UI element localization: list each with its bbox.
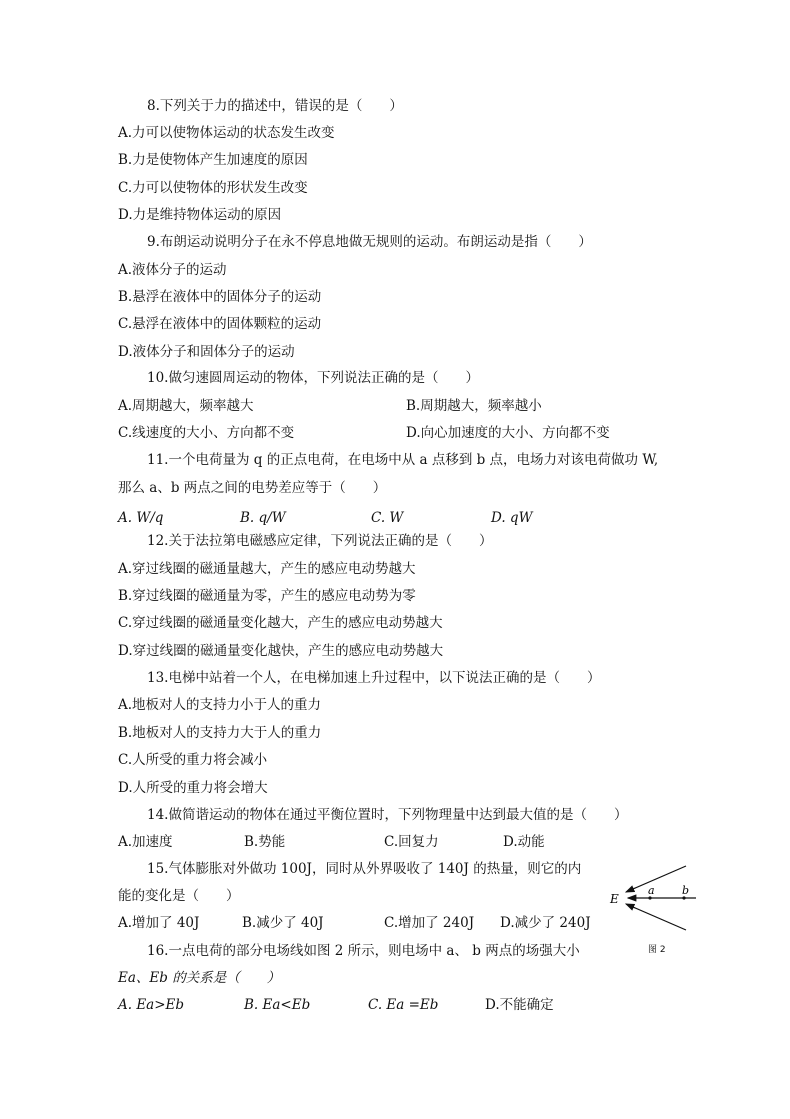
figure-caption: 图 2 [648,945,666,955]
q14-option-b: B.势能 [244,834,286,850]
q12-option-b: B.穿过线圈的磁通量为零，产生的感应电动势为零 [118,588,416,604]
q11-option-d: D. qW [491,510,533,526]
field-line-upper [626,866,686,892]
q15-option-d: D.减少了 240J [500,915,591,931]
q16-stem-line2: Ea、Eb 的关系是（ ） [118,970,281,986]
q15-option-c: C.增加了 240J [384,915,475,931]
q12-option-c: C.穿过线圈的磁通量变化越大，产生的感应电动势越大 [118,615,443,631]
q8-option-c: C.力可以使物体的形状发生改变 [118,180,308,196]
q9-option-c: C.悬浮在液体中的固体颗粒的运动 [118,316,322,332]
q14-stem: 14.做简谐运动的物体在通过平衡位置时，下列物理量中达到最大值的是（ ） [147,807,628,823]
q8-stem: 8.下列关于力的描述中，错误的是（ ） [147,98,403,114]
q10-stem: 10.做匀速圆周运动的物体，下列说法正确的是（ ） [147,370,479,386]
q14-option-d: D.动能 [503,834,545,850]
q16-option-b: B. Ea<Eb [244,997,311,1013]
q11-option-b: B. q/W [240,510,286,526]
q16-option-a: A. Ea>Eb [118,997,185,1013]
q15-option-b: B.减少了 40J [242,915,324,931]
q9-option-a: A.液体分子的运动 [118,262,227,278]
q11-stem-line1: 11.一个电荷量为 q 的正点电荷，在电场中从 a 点移到 b 点，电场力对该电荷做功 W, [147,452,659,468]
q8-option-a: A.力可以使物体运动的状态发生改变 [118,125,335,141]
q15-stem-line2: 能的变化是（ ） [118,888,240,904]
q11-option-a: A. W/q [118,510,164,526]
label-b: b [682,884,690,897]
q13-option-a: A.地板对人的支持力小于人的重力 [118,697,322,713]
q13-option-b: B.地板对人的支持力大于人的重力 [118,725,322,741]
q12-option-d: D.穿过线圈的磁通量变化越快，产生的感应电动势越大 [118,643,444,659]
label-a: a [648,884,655,897]
q16-option-d: D.不能确定 [485,997,554,1013]
q10-option-c: C.线速度的大小、方向都不变 [118,425,295,441]
q15-option-a: A.增加了 40J [118,915,200,931]
q12-stem: 12.关于法拉第电磁感应定律，下列说法正确的是（ ） [147,533,493,549]
q9-option-b: B.悬浮在液体中的固体分子的运动 [118,289,322,305]
q15-stem-line1: 15.气体膨胀对外做功 100J，同时从外界吸收了 140J 的热量，则它的内 [147,861,582,877]
q12-option-a: A.穿过线圈的磁通量越大，产生的感应电动势越大 [118,561,416,577]
q16-stem-line1: 16.一点电荷的部分电场线如图 2 所示，则电场中 a、 b 两点的场强大小 [147,943,580,959]
q13-stem: 13.电梯中站着一个人，在电梯加速上升过程中，以下说法正确的是（ ） [147,670,601,686]
q14-option-c: C.回复力 [384,834,439,850]
q8-option-b: B.力是使物体产生加速度的原因 [118,152,308,168]
q9-option-d: D.液体分子和固体分子的运动 [118,344,295,360]
q10-option-d: D.向心加速度的大小、方向都不变 [406,425,610,441]
field-line-lower [626,904,686,930]
q14-option-a: A.加速度 [118,834,173,850]
q8-option-d: D.力是维持物体运动的原因 [118,207,282,223]
q13-option-d: D.人所受的重力将会增大 [118,780,268,796]
q11-stem-line2: 那么 a、b 两点之间的电势差应等于（ ） [118,480,387,496]
q16-option-c: C. Ea =Eb [368,997,439,1013]
q9-stem: 9.布朗运动说明分子在永不停息地做无规则的运动。布朗运动是指（ ） [147,234,592,250]
q10-option-a: A.周期越大，频率越大 [118,398,254,414]
q10-option-b: B.周期越大，频率越小 [406,398,542,414]
q11-option-c: C. W [371,510,404,526]
q13-option-c: C.人所受的重力将会减小 [118,752,268,768]
label-E: E [610,892,619,906]
